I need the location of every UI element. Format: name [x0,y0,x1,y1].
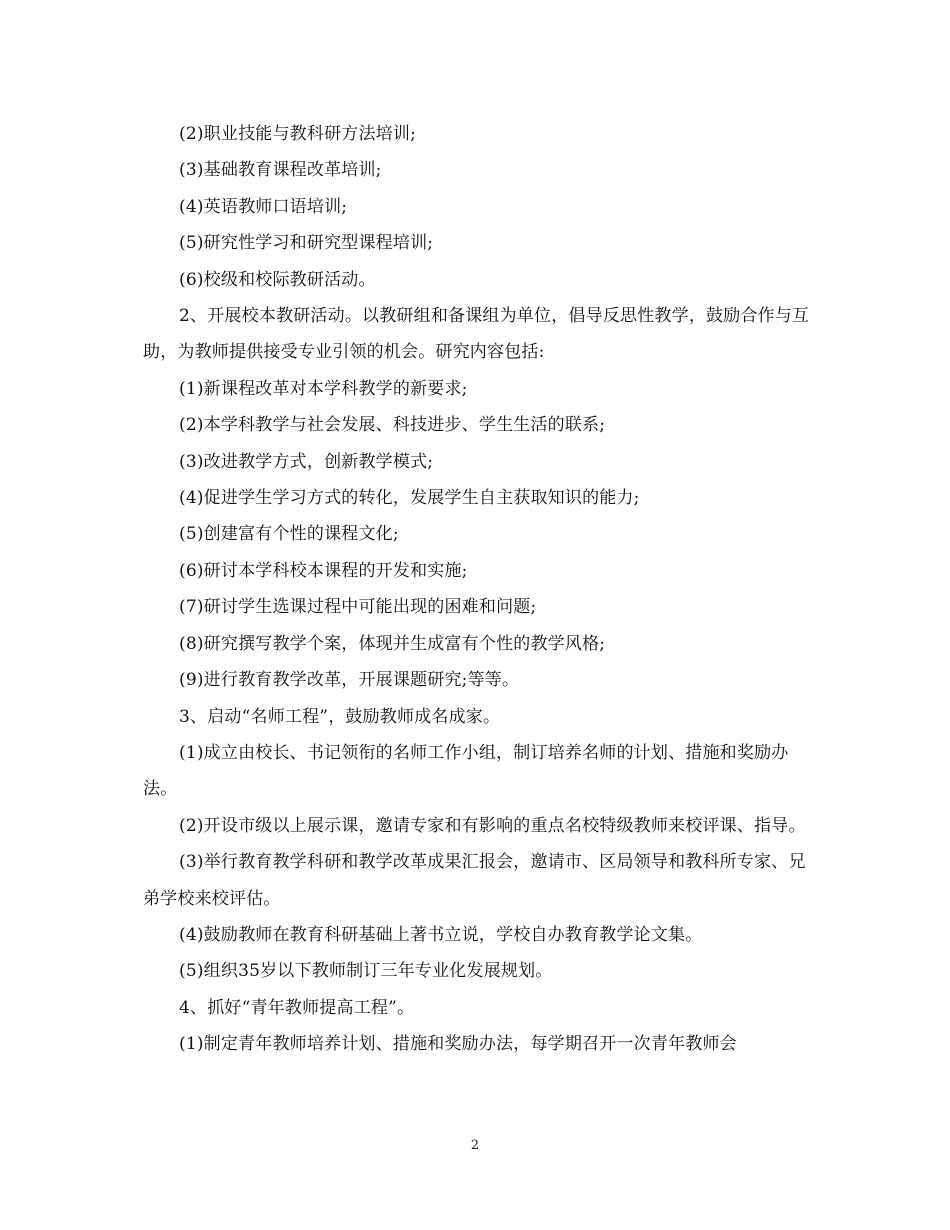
page-number: 2 [470,1138,480,1153]
paragraph: 4、抓好“青年教师提高工程”。 [179,997,415,1018]
paragraph: (3)改进教学方式，创新教学模式; [179,451,434,472]
paragraph: (2)开设市级以上展示课，邀请专家和有影响的重点名校特级教师来校评课、指导。 [179,815,806,836]
paragraph: (6)校级和校际教研活动。 [179,269,376,290]
paragraph: (3)基础教育课程改革培训; [179,160,382,181]
paragraph: (4)鼓励教师在教育科研基础上著书立说，学校自办教育教学论文集。 [179,924,703,945]
paragraph: (3)举行教育教学科研和教学改革成果汇报会，邀请市、区局领导和教科所专家、兄弟学校来校评估。 [143,852,806,909]
paragraph: (8)研究撰写教学个案，体现并生成富有个性的教学风格; [179,633,606,654]
paragraph: (7)研讨学生选课过程中可能出现的困难和问题; [179,597,537,618]
paragraph: (5)组织35岁以下教师制订三年专业化发展规划。 [179,961,553,982]
paragraph: (1)制定青年教师培养计划、措施和奖励办法，每学期召开一次青年教师会 [179,1034,737,1055]
paragraph: (6)研讨本学科校本课程的开发和实施; [179,560,468,581]
paragraph: (2)职业技能与教科研方法培训; [179,124,417,144]
paragraph: (4)促进学生学习方式的转化，发展学生自主获取知识的能力; [179,488,640,509]
paragraph: (9)进行教育教学改革，开展课题研究;等等。 [179,670,520,691]
paragraph: 2、开展校本教研活动。以教研组和备课组为单位，倡导反思性教学，鼓励合作与互助，为教师提供接受专业引领的机会。研究内容包括: [143,306,810,363]
paragraph: (5)创建富有个性的课程文化; [179,524,399,545]
paragraph: (1)成立由校长、书记领衔的名师工作小组，制订培养名师的计划、措施和奖励办法。 [143,742,789,800]
paragraph: (5)研究性学习和研究型课程培训; [179,233,434,254]
paragraph: (2)本学科教学与社会发展、科技进步、学生生活的联系; [179,415,606,436]
paragraph: (4)英语教师口语培训; [179,196,348,217]
paragraph: (1)新课程改革对本学科教学的新要求; [179,378,468,399]
document-body [143,116,811,1063]
paragraph: 3、启动“名师工程”，鼓励教师成名成家。 [179,706,501,727]
